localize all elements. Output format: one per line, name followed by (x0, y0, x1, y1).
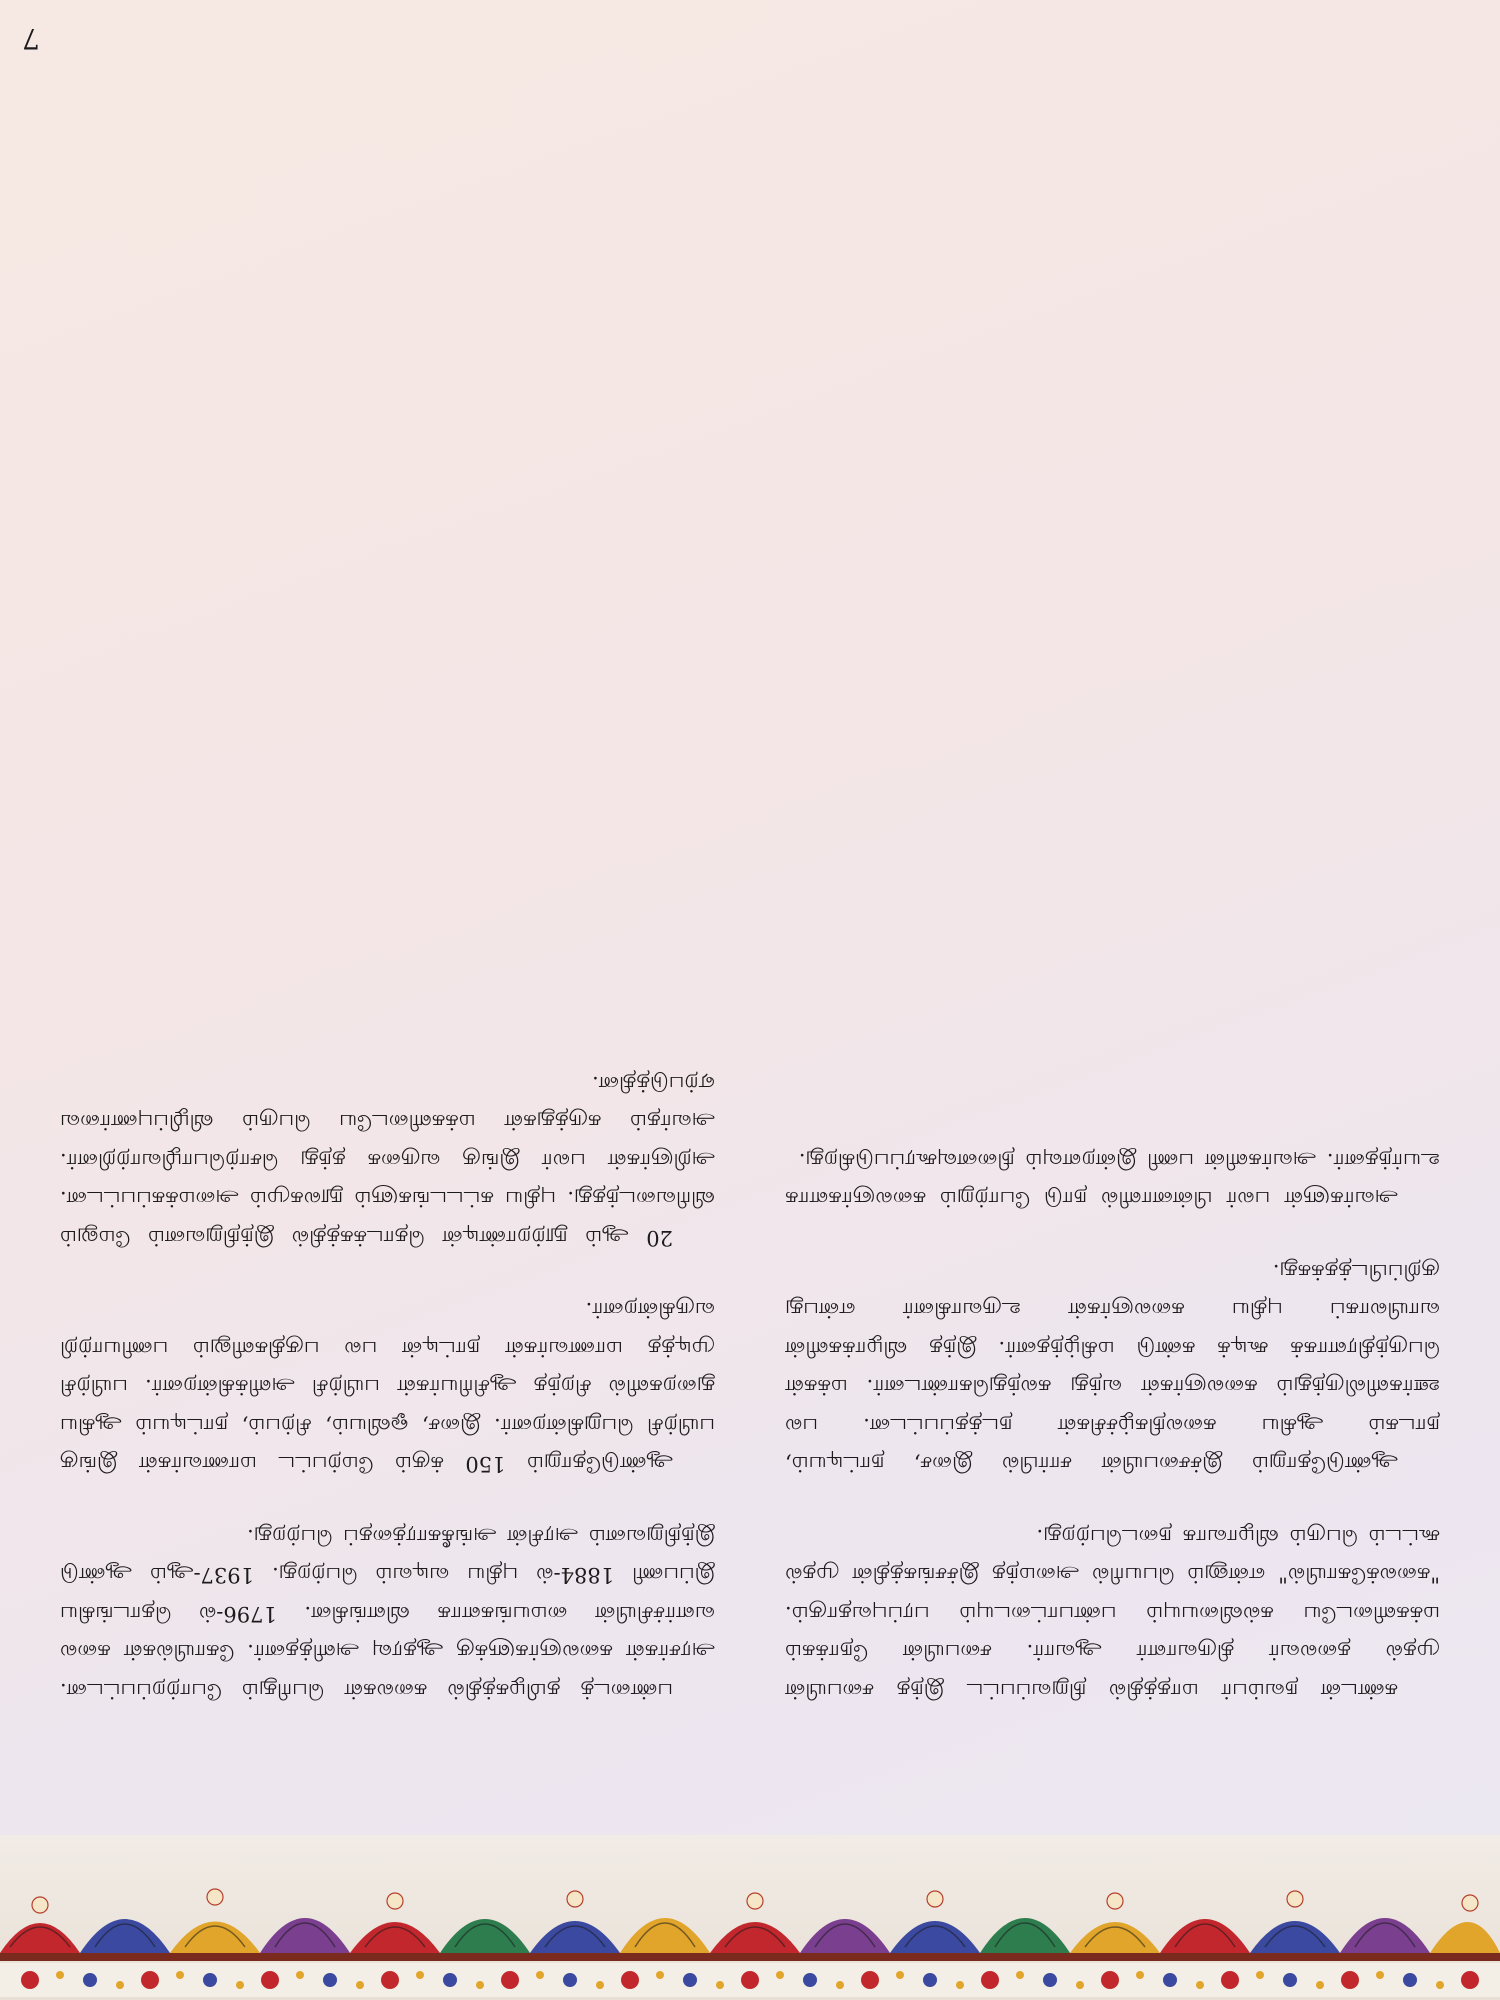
paragraph: ஆண்டுதோறும் இச்சபையின் சார்பில் இசை, நாட்டியம், நாடகம் ஆகிய கலைநிகழ்ச்சிகள் நடத்தப்பட்டன. பல ஊர்களிலிருந்தும் கலைஞர்கள் வந்து கலந்துகொண்டனர். மக்கள் பெருந்திரளாகக் கூடிக் கண்டு மகிழ்ந்தனர். இந்த விழாக்களின் வாயிலாகப் புதிய கலைஞர்கள் உருவாகினர் என்பது குறிப்பிடத்தக்கது. (785, 1260, 1440, 1477)
text-column-left (785, 70, 1440, 1710)
paragraph: அவர்களுள் பலர் பின்னாளில் நாடு போற்றும் கலைஞர்களாக உயர்ந்தனர். அவர்களின் பணி இன்றளவும் நினைவுகூரப்படுகிறது. (785, 1149, 1440, 1212)
page-number: 7 (22, 22, 40, 55)
text-column-right (60, 70, 715, 1710)
paragraph: பண்டைத் தமிழகத்தில் கலைகள் பெரிதும் போற்றப்பட்டன. அரசர்கள் கலைஞர்களுக்கு ஆதரவு அளித்தனர். கோயில்கள் கலை வளர்ச்சியின் மையங்களாக விளங்கின. 1796-ல் தொடங்கிய இப்பணி 1884-ல் புதிய வடிவம் பெற்றது. 1937-ஆம் ஆண்டு இந்நிறுவனம் அரசின் அங்கீகாரத்தைப் பெற்றது. (60, 1525, 715, 1703)
decorative-border (0, 1835, 1500, 2000)
paragraph: ஆண்டுதோறும் 150 க்கும் மேற்பட்ட மாணவர்கள் இங்கு பயிற்சி பெறுகின்றனர். இசை, ஓவியம், சிற்பம், நாட்டியம் ஆகிய துறைகளில் சிறந்த ஆசிரியர்கள் பயிற்சி அளிக்கின்றனர். பயிற்சி முடித்த மாணவர்கள் நாட்டின் பல பகுதிகளிலும் பணியாற்றி வருகின்றனர். (60, 1298, 715, 1477)
paragraph: 20 ஆம் நூற்றாண்டின் தொடக்கத்தில் இந்நிறுவனம் மேலும் விரிவடைந்தது. புதிய கட்டடங்களும் நூலகமும் அமைக்கப்பட்டன. அறிஞர்கள் பலர் இங்கு வருகை தந்து சொற்பொழிவாற்றினர். அவர்தம் கருத்துகள் மக்களிடையே பெரும் விழிப்புணர்வை ஏற்படுத்தின. (60, 1072, 715, 1250)
text-body (40, 60, 1460, 1720)
paragraph: கண்டன் நவம்பர் மாதத்தில் நிறுவப்பட்ட இந்த சபையின் முதல் தலைவர் திருவாளர் ஆவார். சபையின் நோக்கம் மக்களிடையே கல்வியையும் பண்பாட்டையும் பரப்புவதாகும். "கலைக்கோயில்" என்னும் பெயரில் அமைந்த இச்சங்கத்தின் முதல் கூட்டம் பெரும் விழாவாக நடைபெற்றது. (785, 1525, 1440, 1703)
